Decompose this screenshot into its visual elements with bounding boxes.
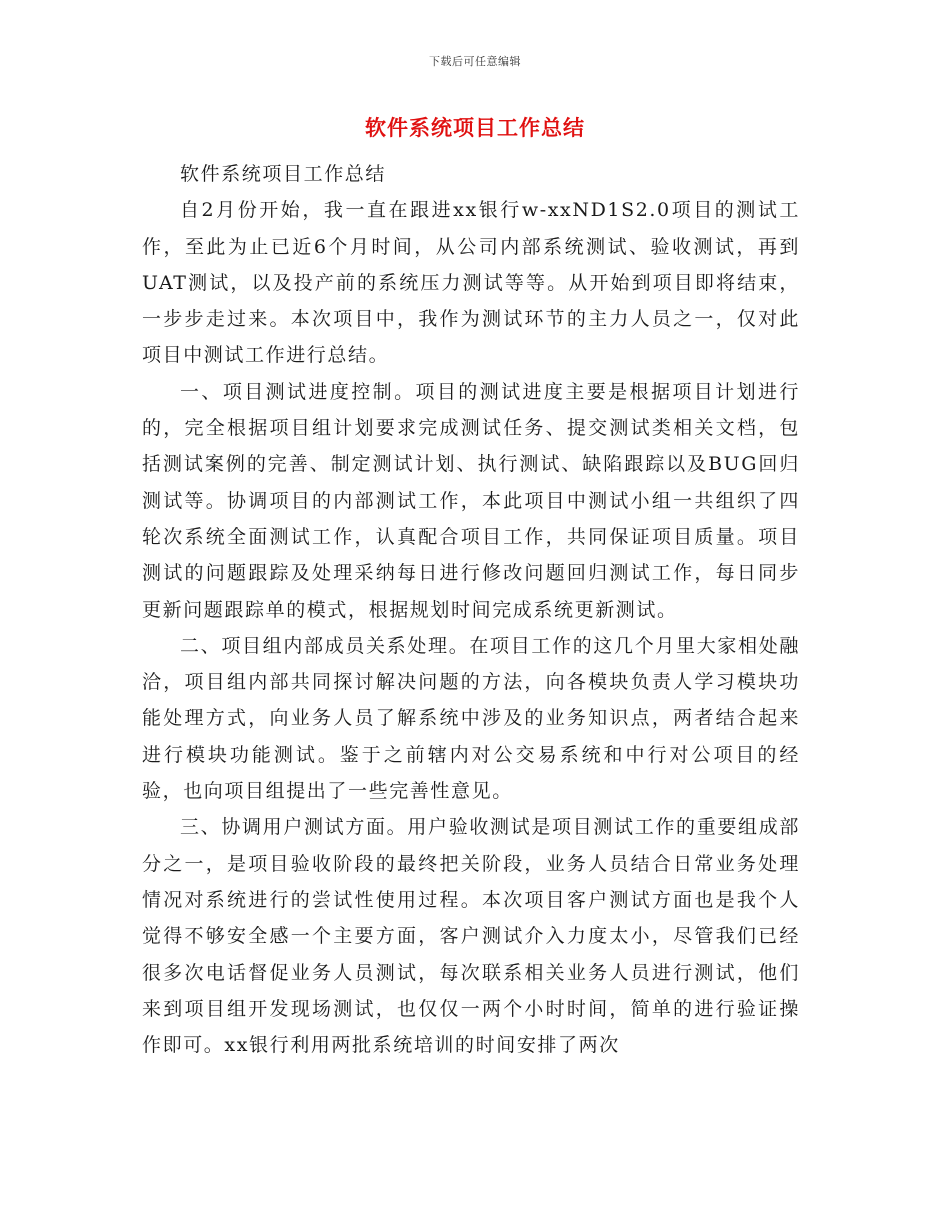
section-1-paragraph: 一、项目测试进度控制。项目的测试进度主要是根据项目计划进行的，完全根据项目组计划要求完成测试任务、提交测试类相关文档，包括测试案例的完善、制定测试计划、执行测试、缺陷跟踪以及BUG回归测试等。协调项目的内部测试工作，本此项目中测试小组一共组织了四轮次系统全面测试工作，认真配合项目工作，共同保证项目质量。项目测试的问题跟踪及处理采纳每日进行修改问题回归测试工作，每日同步更新问题跟踪单的模式，根据规划时间完成系统更新测试。	[142, 380, 800, 621]
intro-paragraph: 自2月份开始，我一直在跟进xx银行w-xxND1S2.0项目的测试工作，至此为止已近6个月时间，从公司内部系统测试、验收测试，再到UAT测试，以及投产前的系统压力测试等等。从开始到项目即将结束，一步步走过来。本次项目中，我作为测试环节的主力人员之一，仅对此项目中测试工作进行总结。	[142, 199, 800, 367]
header-note: 下载后可任意编辑	[429, 55, 521, 68]
subtitle-paragraph: 软件系统项目工作总结	[180, 163, 387, 185]
document-title: 软件系统项目工作总结	[365, 115, 585, 140]
document-body	[142, 156, 800, 1063]
section-2-paragraph: 二、项目组内部成员关系处理。在项目工作的这几个月里大家相处融洽，项目组内部共同探讨解决问题的方法，向各模块负责人学习模块功能处理方式，向业务人员了解系统中涉及的业务知识点，两者结合起来进行模块功能测试。鉴于之前辖内对公交易系统和中行对公项目的经验，也向项目组提出了一些完善性意见。	[142, 634, 800, 803]
section-3-paragraph: 三、协调用户测试方面。用户验收测试是项目测试工作的重要组成部分之一，是项目验收阶段的最终把关阶段，业务人员结合日常业务处理情况对系统进行的尝试性使用过程。本次项目客户测试方面也是我个人觉得不够安全感一个主要方面，客户测试介入力度太小，尽管我们已经很多次电话督促业务人员测试，每次联系相关业务人员进行测试，他们来到项目组开发现场测试，也仅仅一两个小时时间，简单的进行验证操作即可。xx银行利用两批系统培训的时间安排了两次	[142, 816, 800, 1057]
